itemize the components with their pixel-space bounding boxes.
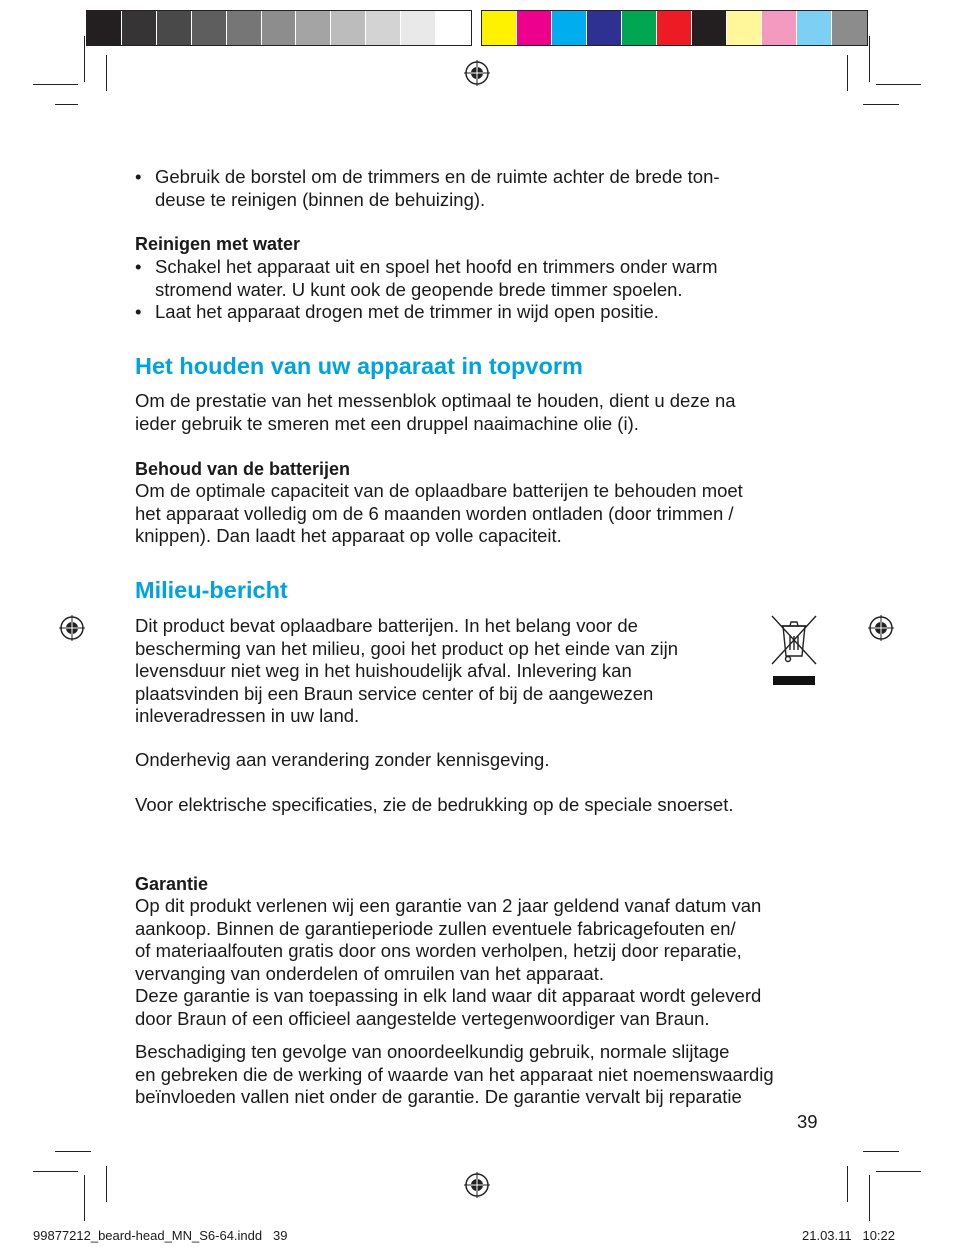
crop-mark [869,36,870,82]
registration-target-icon [464,1172,490,1198]
registration-target-icon [59,615,85,641]
color-swatch [727,11,762,45]
footer-date-time: 21.03.11 10:22 [802,1228,896,1243]
text-line: Beschadiging ten gevolge van onoordeelkundig gebruik, normale slijtage [135,1041,730,1062]
text-line: Op dit produkt verlenen wij een garantie van 2 jaar geldend vanaf datum van [135,895,762,916]
crop-mark [847,1166,848,1202]
bullet-item [135,166,815,211]
text-line: Deze garantie is van toepassing in elk land waar dit apparaat wordt geleverd [135,985,762,1006]
crop-mark [869,1175,870,1221]
section-title-maintenance: Het houden van uw apparaat in topvorm [135,353,583,379]
warranty-exclusions-paragraph [135,1041,774,1109]
environment-paragraph [135,615,678,728]
text-line: inleveradressen in uw land. [135,705,360,726]
text-line: Schakel het apparaat uit en spoel het hoofd en trimmers onder warm [155,256,718,277]
subheading-cleaning-water: Reinigen met water [135,234,301,254]
text-line: bescherming van het milieu, gooi het product op het einde van zijn [135,637,679,659]
text-line: door Braun of een officieel aangestelde vertegenwoordiger van Braun. [135,1007,710,1029]
text-line: vervanging van onderdelen of omruilen van het apparaat. [135,962,604,984]
subheading-warranty: Garantie [135,874,209,894]
electrical-spec-notice: Voor elektrische specificaties, zie de bedrukking op de speciale snoerset. [135,794,734,815]
crop-mark [33,84,78,85]
text-line: en gebreken die de werking of waarde van het apparaat niet noemenswaardig [135,1063,774,1085]
color-swatch [482,11,517,45]
crop-mark [106,55,107,91]
registration-target-icon [464,60,490,86]
crop-mark [863,104,899,105]
crop-mark [876,1171,921,1172]
color-swatch [832,11,867,45]
color-swatch [227,11,262,45]
color-swatch [331,11,366,45]
text-line: plaatsvinden bij een Braun service center of bij de aangewezen [135,682,654,704]
color-swatch [157,11,192,45]
color-swatch [587,11,622,45]
crop-mark [33,1171,78,1172]
grayscale-color-bar [86,10,472,46]
crop-mark [84,36,85,82]
text-line: Laat het apparaat drogen met de trimmer in wijd open positie. [155,301,659,322]
process-color-bar [481,10,868,46]
crop-mark [55,104,78,105]
color-swatch [122,11,157,45]
crop-mark [863,1151,899,1152]
color-swatch [436,11,471,45]
change-notice: Onderhevig aan verandering zonder kennisgeving. [135,749,550,770]
color-swatch [692,11,727,45]
color-swatch [87,11,122,45]
color-swatch [622,11,657,45]
text-line: aankoop. Binnen de garantieperiode zullen eventuele fabricagefouten en/ [135,917,736,939]
crossed-out-wheelie-bin-icon [770,614,818,686]
bullet-item [135,256,815,301]
text-line: Dit product bevat oplaadbare batterijen. In het belang voor de [135,615,638,636]
color-swatch [762,11,797,45]
section-title-environment: Milieu-bericht [135,577,288,603]
color-swatch [192,11,227,45]
color-swatch [262,11,297,45]
bullet-dot: • [135,301,142,322]
registration-target-icon [868,615,894,641]
page-number: 39 [797,1111,818,1132]
color-swatch [657,11,692,45]
batteries-paragraph [135,480,743,548]
bullet-dot: • [135,166,142,187]
text-line: het apparaat volledig om de 6 maanden worden ontladen (door trimmen / [135,502,734,524]
footer-file-info: 99877212_beard-head_MN_S6-64.indd 39 [33,1228,288,1243]
text-line: Gebruik de borstel om de trimmers en de ruimte achter de brede ton- [155,166,720,187]
maintenance-paragraph [135,390,736,435]
crop-mark [55,1151,91,1152]
color-swatch [552,11,587,45]
bullet-dot: • [135,256,142,277]
color-swatch [401,11,436,45]
text-line: ieder gebruik te smeren met een druppel naaimachine olie (i). [135,412,639,434]
subheading-batteries: Behoud van de batterijen [135,459,351,479]
text-line: deuse te reinigen (binnen de behuizing). [155,188,486,210]
color-swatch [296,11,331,45]
bullet-item [135,301,815,324]
text-line: Om de prestatie van het messenblok optimaal te houden, dient u deze na [135,390,736,411]
crop-mark [876,84,921,85]
text-line: Om de optimale capaciteit van de oplaadbare batterijen te behouden moet [135,480,743,501]
text-line: levensduur niet weg in het huishoudelijk afval. Inlevering kan [135,660,632,681]
text-line: beïnvloeden vallen niet onder de garantie. De garantie vervalt bij reparatie [135,1086,742,1107]
color-swatch [797,11,832,45]
crop-mark [847,55,848,91]
crop-mark [84,1175,85,1221]
color-swatch [366,11,401,45]
crop-mark [106,1166,107,1202]
color-swatch [517,11,552,45]
warranty-paragraph [135,895,761,1030]
text-line: of materiaalfouten gratis door ons worden verholpen, hetzij door reparatie, [135,940,742,961]
text-line: stromend water. U kunt ook de geopende brede timmer spoelen. [155,278,683,300]
text-line: knippen). Dan laadt het apparaat op volle capaciteit. [135,525,562,546]
